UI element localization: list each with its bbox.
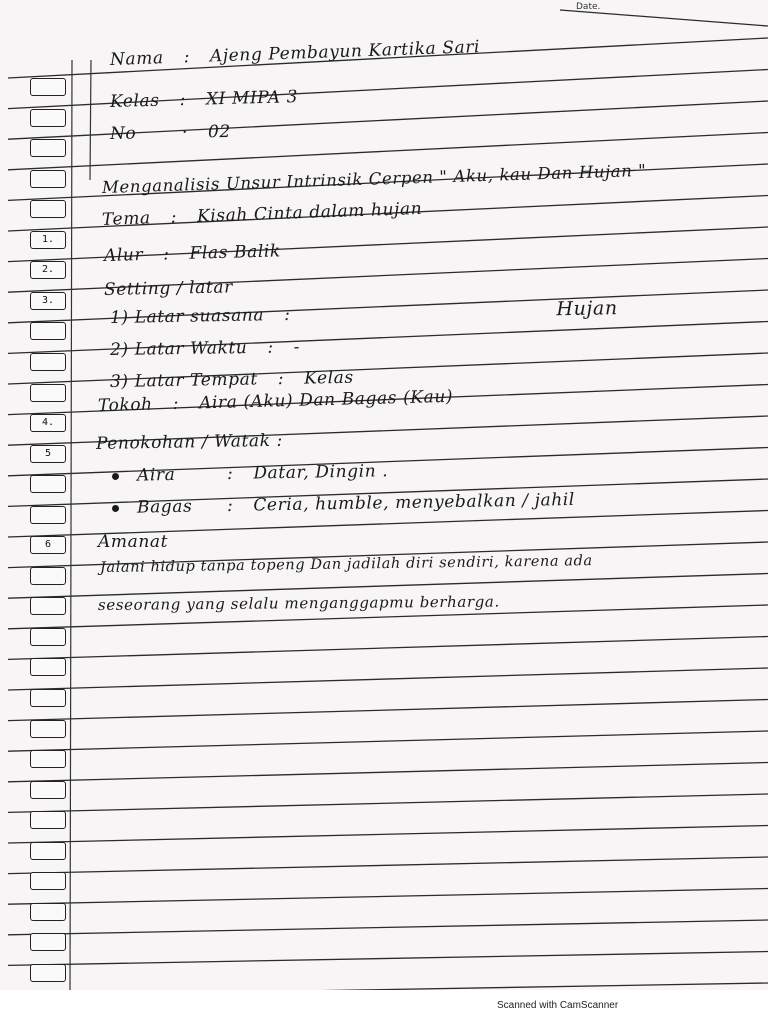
scanner-watermark: Scanned with CamScanner <box>497 1000 619 1011</box>
margin-number-box: 2. <box>30 261 66 279</box>
no-row: No · 02 <box>109 121 232 144</box>
name-label: Nama <box>109 48 164 70</box>
class-label: Kelas <box>109 90 160 112</box>
bullet-icon <box>112 473 119 480</box>
margin-box <box>30 78 66 96</box>
margin-box <box>30 964 66 982</box>
margin-box <box>30 658 66 676</box>
ruled-line <box>8 952 768 966</box>
margin-box <box>30 750 66 768</box>
setting-item: 3) Latar Tempat : Kelas <box>109 367 354 392</box>
assignment-title: Menganalisis Unsur Intrinsik Cerpen " Aku, kau Dan Hujan " <box>101 160 647 197</box>
margin-number-box: 3. <box>30 292 66 310</box>
margin-box <box>30 475 66 493</box>
margin-box <box>30 933 66 951</box>
name-value: Ajeng Pembayun Kartika Sari <box>209 37 481 67</box>
margin-box <box>30 811 66 829</box>
characterization-item: Aira : Datar, Dingin . <box>112 461 389 486</box>
ruled-line <box>8 857 768 874</box>
plot-row: Alur : Flas Balik <box>103 241 282 266</box>
margin-box <box>30 872 66 890</box>
ruled-line <box>8 700 768 721</box>
ruled-line <box>8 794 768 812</box>
ruled-line <box>8 731 768 751</box>
margin-box <box>30 689 66 707</box>
erased-area <box>310 311 450 319</box>
characters-label: Tokoh <box>97 394 153 416</box>
ruled-line <box>8 637 768 660</box>
margin-box <box>30 170 66 188</box>
margin-box <box>30 628 66 646</box>
character-name: Aira <box>136 464 176 486</box>
plot-label: Alur <box>103 244 144 266</box>
character-name: Bagas <box>136 496 193 518</box>
bullet-icon <box>112 505 119 512</box>
margin-box <box>30 384 66 402</box>
class-row: Kelas : XI MIPA 3 <box>109 87 299 112</box>
margin-box <box>30 720 66 738</box>
theme-label: Tema <box>101 208 152 230</box>
margin-box <box>30 109 66 127</box>
ruled-line <box>8 983 768 990</box>
setting-item-value: Hujan <box>556 297 618 321</box>
margin-number-box: 6 <box>30 536 66 554</box>
date-line <box>560 10 768 26</box>
setting-item-label: 2) Latar Waktu <box>109 338 248 360</box>
setting-item: 1) Latar suasana : Hujan <box>109 297 618 328</box>
name-row: Nama : Ajeng Pembayun Kartika Sari <box>109 37 481 70</box>
moral-line: Jalani hidup tanpa topeng Dan jadilah diri sendiri, karena ada <box>99 553 593 576</box>
setting-heading: Setting / latar <box>103 277 234 300</box>
characterization-heading: Penokohan / Watak : <box>95 430 284 454</box>
date-label: Date. <box>576 2 601 12</box>
margin-number-box: 4. <box>30 414 66 432</box>
characters-row: Tokoh : Aira (Aku) Dan Bagas (Kau) <box>97 386 454 416</box>
margin-number-box: 5 <box>30 445 66 463</box>
setting-item: 2) Latar Waktu : - <box>109 337 301 360</box>
margin-box <box>30 322 66 340</box>
margin-number-box: 1. <box>30 231 66 249</box>
moral-heading: Amanat <box>98 532 169 552</box>
margin-box <box>30 597 66 615</box>
margin-box <box>30 567 66 585</box>
characters-value: Aira (Aku) Dan Bagas (Kau) <box>198 386 454 414</box>
margin-box <box>30 903 66 921</box>
ruled-line <box>8 920 768 935</box>
margin-box <box>30 842 66 860</box>
margin-box <box>30 353 66 371</box>
character-traits: Ceria, humble, menyebalkan / jahil <box>253 489 576 516</box>
moral-line: seseorang yang selalu menganggapmu berharga. <box>97 592 500 614</box>
no-label: No <box>109 123 137 144</box>
margin-box-column <box>0 0 80 990</box>
theme-value: Kisah Cinta dalam hujan <box>196 198 423 227</box>
margin-box <box>30 139 66 157</box>
ruled-line <box>8 889 768 905</box>
ruled-line <box>8 826 768 844</box>
ruled-line <box>8 668 768 690</box>
setting-item-value: Kelas <box>303 367 354 389</box>
margin-box <box>30 200 66 218</box>
plot-value: Flas Balik <box>189 241 282 264</box>
ruled-line <box>8 763 768 782</box>
margin-box <box>30 781 66 799</box>
setting-item-label: 3) Latar Tempat <box>109 369 258 392</box>
characterization-item: Bagas : Ceria, humble, menyebalkan / jahil <box>112 490 575 518</box>
no-value: 02 <box>207 121 232 143</box>
margin-box <box>30 506 66 524</box>
class-value: XI MIPA 3 <box>205 87 299 110</box>
setting-item-value: - <box>293 337 301 358</box>
theme-row: Tema : Kisah Cinta dalam hujan <box>101 198 423 230</box>
character-traits: Datar, Dingin . <box>253 461 389 484</box>
margin-line-inner <box>90 60 91 180</box>
setting-item-label: 1) Latar suasana <box>109 305 265 328</box>
